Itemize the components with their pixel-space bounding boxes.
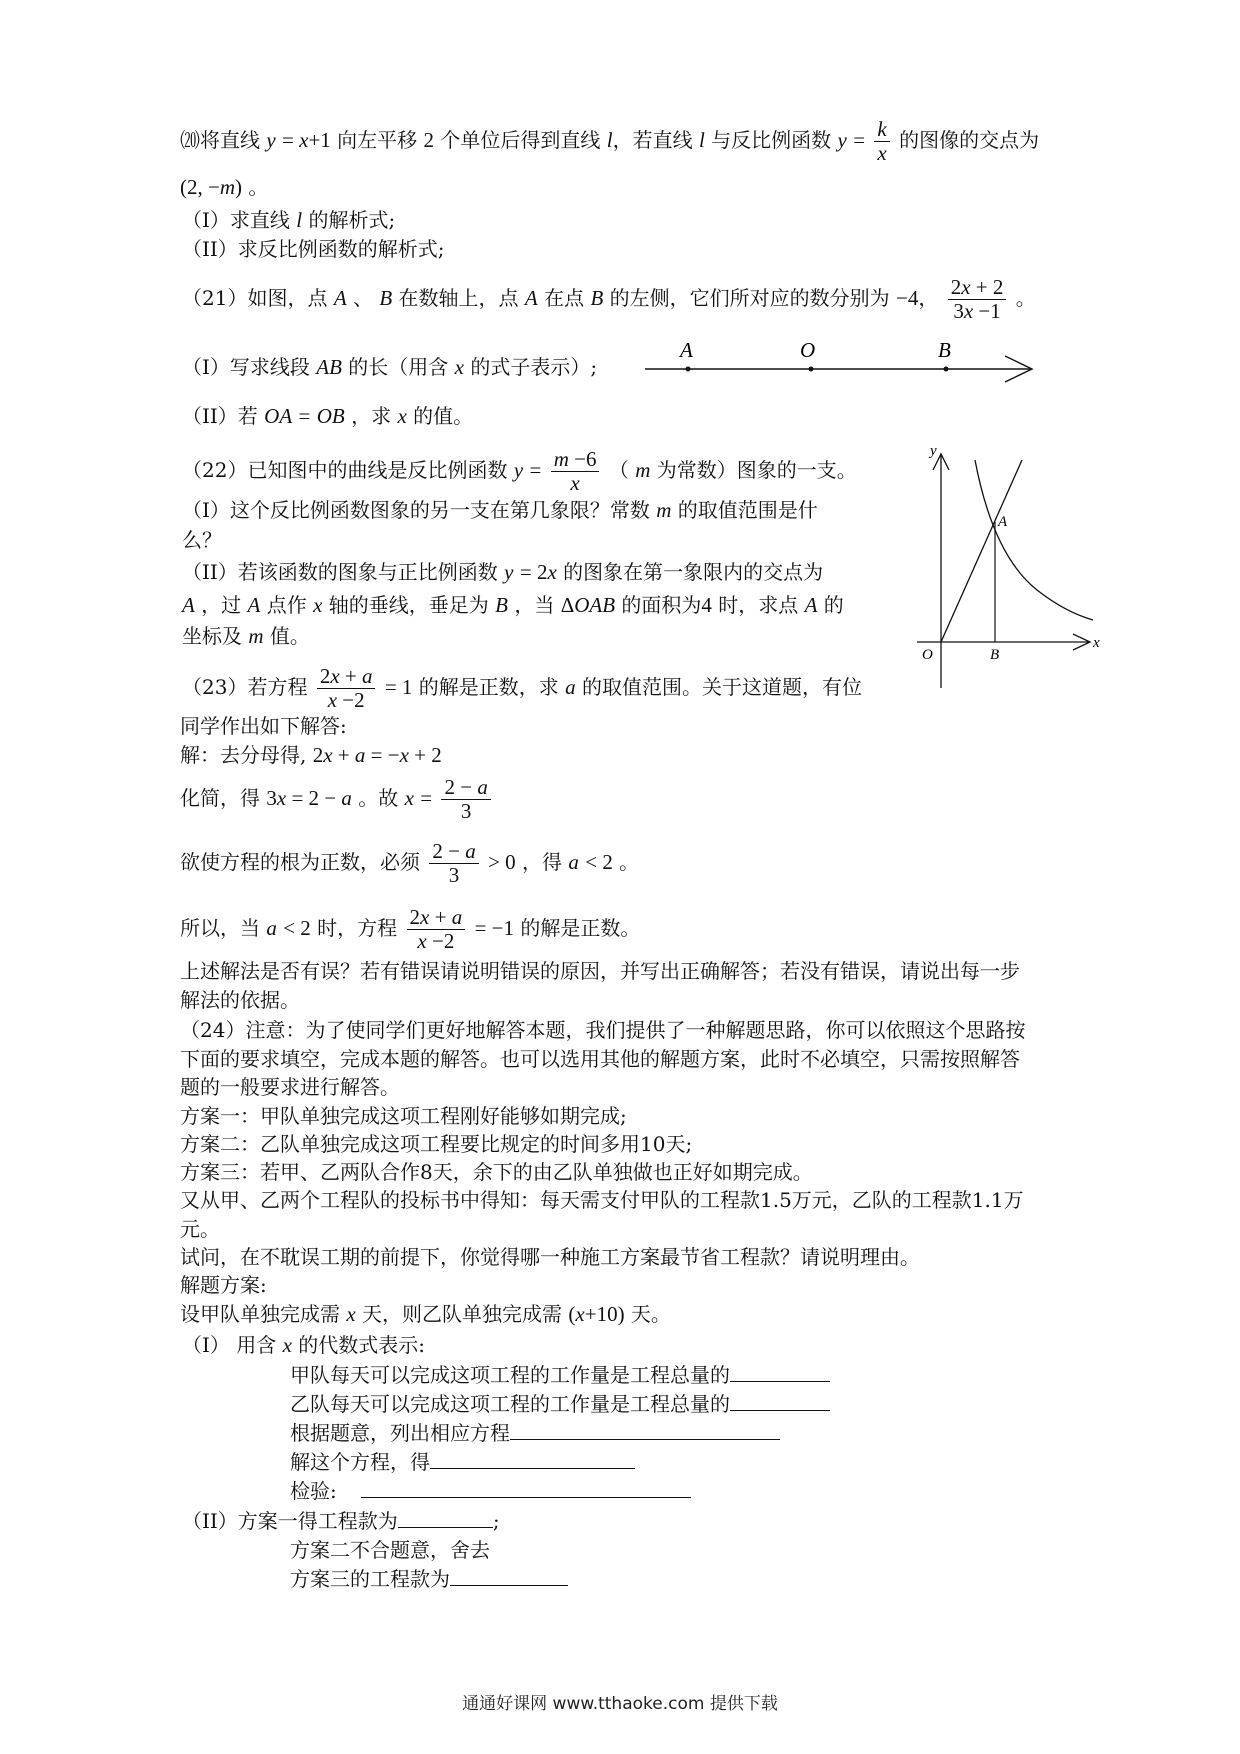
point-a-label: A — [680, 338, 693, 362]
q21-line1: （21）如图，点 A 、 B 在数轴上，点 A 在点 B 的左侧，它们所对应的数分别为 −4， $\frac{2x + 2}{3x -1}$ 。 — [182, 275, 1036, 323]
point-a-dot — [686, 367, 691, 372]
q24-plan3: 方案三：若甲、乙两队合作8天，余下的由乙队单独做也正好如期完成。 — [180, 1160, 813, 1184]
answer-blank-yi-rate[interactable] — [730, 1392, 830, 1411]
number-line-figure — [640, 336, 1040, 386]
q24-p1-head: （I） 用含 x 的代数式表示: — [182, 1333, 426, 1357]
q20-line1: ⒇将直线 y = x+1 向左平移 2 个单位后得到直线 l，若直线 l 与反比例函数 y = $\frac{k}{x}$ 的图像的交点为 — [180, 117, 1040, 165]
q24-info2: 元。 — [180, 1217, 220, 1241]
q23-line4: 化简，得 3x = 2 − a 。故 x = $\frac{2 - a}{3}$ — [180, 776, 494, 823]
q24-setup: 设甲队单独完成需 x 天，则乙队单独完成需 (x+10) 天。 — [180, 1302, 671, 1326]
q21-part1: （I）写求线段 AB 的长（用含 x 的式子表示）; — [182, 355, 598, 379]
q24-plan2: 方案二：乙队单独完成这项工程要比规定的时间多用10天; — [180, 1132, 693, 1156]
q22-part2b: A ，过 A 点作 x 轴的垂线，垂足为 B ，当 ΔOAB 的面积为4 时，求点 A 的 — [182, 593, 844, 617]
y-axis-label: y — [930, 443, 937, 459]
hyperbola-graph — [905, 440, 1110, 695]
q24-ask: 试问，在不耽误工期的前提下，你觉得哪一种施工方案最节省工程款？请说明理由。 — [180, 1245, 920, 1269]
q24-p1-b: 乙队每天可以完成这项工程的工作量是工程总量的 — [290, 1391, 830, 1417]
q23-line6: 所以，当 a < 2 时，方程 $\frac{2x + a}{x -2}$ = −1 的解是正数。 — [180, 905, 641, 953]
q24-plan1: 方案一：甲队单独完成这项工程刚好能够如期完成; — [180, 1104, 627, 1128]
q24-plan-head: 解题方案: — [180, 1273, 267, 1297]
footer-source: 通通好课网 www.tthaoke.com 提供下载 — [462, 1694, 778, 1714]
q22-part2a: （II）若该函数的图象与正比例函数 y = 2x 的图象在第一象限内的交点为 — [182, 560, 824, 584]
q22-line1: （22）已知图中的曲线是反比例函数 y = $\frac{m -6}{x}$ （ m 为常数）图象的一支。 — [182, 447, 857, 495]
q24-p1-a: 甲队每天可以完成这项工程的工作量是工程总量的 — [290, 1362, 830, 1388]
q23-line8: 解法的依据。 — [180, 988, 300, 1012]
q23-line2: 同学作出如下解答: — [180, 714, 347, 738]
q24-line1: （24）注意：为了使同学们更好地解答本题，我们提供了一种解题思路，你可以依照这个思路按 — [180, 1018, 1026, 1042]
q22-part2c: 坐标及 m 值。 — [182, 624, 310, 648]
q24-line3: 题的一般要求进行解答。 — [180, 1075, 400, 1099]
answer-blank-solution[interactable] — [430, 1450, 635, 1469]
q20-part2: （II）求反比例函数的解析式; — [182, 237, 445, 261]
q24-p1-e: 检验: — [290, 1478, 691, 1504]
origin-label: O — [922, 647, 933, 663]
q23-line7: 上述解法是否有误？若有错误请说明错误的原因，并写出正确解答；若没有错误，请说出每一步 — [180, 959, 1020, 983]
q24-p2-b: 方案二不合题意，舍去 — [290, 1538, 490, 1562]
q23-line1: （23）若方程 $\frac{2x + a}{x -2}$ = 1 的解是正数，求 a 的取值范围。关于这道题，有位 — [182, 664, 863, 712]
q24-info1: 又从甲、乙两个工程队的投标书中得知：每天需支付甲队的工程款1.5万元，乙队的工程款1.1万 — [180, 1188, 1024, 1212]
q20-line2: (2, −m) 。 — [180, 175, 269, 199]
point-b-label-graph: B — [990, 647, 1000, 663]
hyperbola-curve — [975, 460, 1093, 620]
answer-blank-jia-rate[interactable] — [730, 1363, 830, 1382]
q21-part2: （II）若 OA = OB ，求 x 的值。 — [182, 404, 474, 428]
point-o-label: O — [800, 338, 816, 362]
q23-line5: 欲使方程的根为正数，必须 $\frac{2 - a}{3}$ > 0 ，得 a < 2 。 — [180, 839, 640, 887]
point-a-label-graph: A — [998, 514, 1008, 530]
answer-blank-equation[interactable] — [510, 1421, 780, 1440]
q24-line2: 下面的要求填空，完成本题的解答。也可以选用其他的解题方案，此时不必填空，只需按照解答 — [180, 1047, 1020, 1071]
point-b-dot — [944, 367, 949, 372]
q22-part1b: 么？ — [182, 528, 222, 552]
q24-p2-c: 方案三的工程款为 — [290, 1566, 568, 1592]
q22-part1a: （I）这个反比例函数图象的另一支在第几象限？常数 m 的取值范围是什 — [182, 498, 818, 522]
q24-p2-a: （II）方案一得工程款为 ; — [182, 1509, 500, 1533]
q20-part1: （I）求直线 l 的解析式; — [182, 208, 396, 232]
q24-p1-c: 根据题意，列出相应方程 — [290, 1420, 780, 1446]
q24-p1-d: 解这个方程，得 — [290, 1449, 635, 1475]
q23-line3: 解：去分母得, 2x + a = −x + 2 — [180, 743, 442, 767]
point-b-label: B — [938, 338, 951, 362]
point-o-dot — [809, 367, 814, 372]
answer-blank-plan1-cost[interactable] — [398, 1509, 493, 1528]
x-axis-label: x — [1093, 635, 1100, 651]
answer-blank-plan3-cost[interactable] — [450, 1567, 568, 1586]
answer-blank-check[interactable] — [361, 1479, 691, 1498]
